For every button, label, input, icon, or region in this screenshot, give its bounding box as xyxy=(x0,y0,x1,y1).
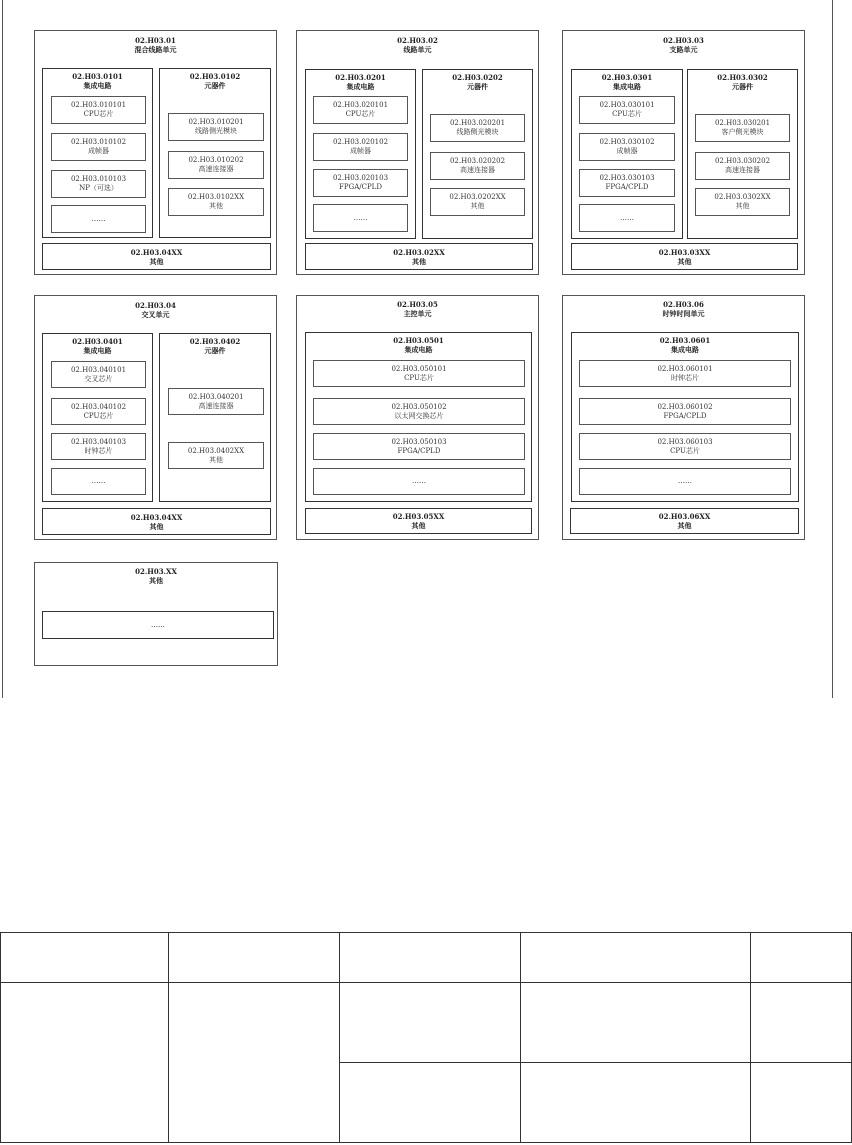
table-row xyxy=(1,983,852,1063)
group-code: 02.H03.0301 xyxy=(601,73,653,82)
group-name: 元器件 xyxy=(204,346,226,355)
leaf-item: 02.H03.0402XX 其他 xyxy=(168,442,264,469)
leaf-item: 02.H03.0202XX 其他 xyxy=(430,188,525,216)
unit-name: 支路单元 xyxy=(669,45,698,54)
table-cell xyxy=(339,1063,521,1143)
leaf-item: 02.H03.020201 线路侧光模块 xyxy=(430,114,525,142)
other-code: 02.H03.04XX xyxy=(130,512,183,522)
leaf-item-ellipsis: …… xyxy=(579,204,675,232)
unit-other-box xyxy=(570,508,799,534)
group-name: 集成电路 xyxy=(404,345,433,354)
group-code: 02.H03.0101 xyxy=(72,72,123,81)
leaf-item: 02.H03.010202 高速连接器 xyxy=(168,151,264,179)
bottom-table xyxy=(0,932,852,1143)
group-name: 集成电路 xyxy=(346,82,375,91)
unit-code: 02.H03.02 xyxy=(397,36,438,45)
leaf-item: 02.H03.060103 CPU芯片 xyxy=(579,433,791,460)
leaf-item: 02.H03.050103 FPGA/CPLD xyxy=(313,433,525,460)
leaf-item: 02.H03.010101 CPU芯片 xyxy=(51,96,146,124)
leaf-item-ellipsis: …… xyxy=(51,468,146,495)
group-box-ic xyxy=(305,332,532,502)
other-name: 其他 xyxy=(149,521,164,531)
unit-box-other xyxy=(34,562,278,666)
unit-code: 02.H03.01 xyxy=(135,36,176,45)
group-name: 元器件 xyxy=(467,82,488,91)
unit-name: 其他 xyxy=(149,576,163,585)
unit-name: 混合线路单元 xyxy=(134,45,177,54)
group-code: 02.H03.0402 xyxy=(189,337,241,346)
table-cell xyxy=(339,933,521,983)
group-code: 02.H03.0501 xyxy=(393,336,444,345)
table-cell xyxy=(521,1063,751,1143)
unit-code: 02.H03.XX xyxy=(135,567,177,576)
group-box-ic xyxy=(305,69,416,239)
leaf-item: 02.H03.010102 成帧器 xyxy=(51,133,146,161)
unit-other-box xyxy=(42,508,271,535)
leaf-item: 02.H03.040102 CPU芯片 xyxy=(51,398,146,425)
table-cell xyxy=(168,983,339,1143)
unit-box-02 xyxy=(296,30,539,275)
group-box-components xyxy=(159,333,271,502)
page-frame-right xyxy=(832,0,833,698)
unit-code: 02.H03.06 xyxy=(663,300,704,309)
leaf-item: 02.H03.030103 FPGA/CPLD xyxy=(579,169,675,197)
other-name: 其他 xyxy=(411,521,426,530)
leaf-item: 02.H03.010103 NP（可选） xyxy=(51,170,146,198)
group-code: 02.H03.0601 xyxy=(659,336,711,345)
table-row xyxy=(1,933,852,983)
table-cell xyxy=(1,933,169,983)
leaf-item: 02.H03.060102 FPGA/CPLD xyxy=(579,398,791,425)
group-box-components xyxy=(687,69,798,239)
other-code: 02.H03.04XX xyxy=(130,247,183,257)
group-box-ic xyxy=(42,333,153,502)
group-code: 02.H03.0202 xyxy=(452,73,503,82)
leaf-item-ellipsis: …… xyxy=(42,611,274,639)
leaf-item-ellipsis: …… xyxy=(579,468,791,495)
leaf-item: 02.H03.030202 高速连接器 xyxy=(695,152,790,180)
leaf-item: 02.H03.040201 高速连接器 xyxy=(168,388,264,415)
other-name: 其他 xyxy=(149,256,164,266)
unit-box-05 xyxy=(296,295,539,540)
group-name: 集成电路 xyxy=(613,82,641,91)
leaf-item: 02.H03.020202 高速连接器 xyxy=(430,152,525,180)
table-cell xyxy=(751,983,852,1063)
other-name: 其他 xyxy=(677,256,692,266)
table-cell xyxy=(168,933,339,983)
group-name: 集成电路 xyxy=(83,346,112,355)
unit-name: 主控单元 xyxy=(403,309,432,318)
leaf-item: 02.H03.040101 交叉芯片 xyxy=(51,361,146,388)
table-cell xyxy=(751,933,852,983)
unit-other-box xyxy=(305,243,533,270)
group-box-ic xyxy=(571,332,799,502)
leaf-item: 02.H03.060101 时钟芯片 xyxy=(579,360,791,387)
unit-box-04 xyxy=(34,295,277,540)
leaf-item: 02.H03.040103 时钟芯片 xyxy=(51,433,146,460)
leaf-item-ellipsis: …… xyxy=(51,205,146,233)
group-code: 02.H03.0102 xyxy=(189,72,241,81)
other-name: 其他 xyxy=(412,256,426,266)
unit-name: 交叉单元 xyxy=(141,310,170,319)
unit-other-box xyxy=(42,243,271,270)
unit-other-box xyxy=(571,243,798,270)
table-cell xyxy=(521,933,751,983)
table-cell xyxy=(339,983,521,1063)
unit-box-03 xyxy=(562,30,805,275)
leaf-item: 02.H03.020102 成帧器 xyxy=(313,133,408,161)
group-box-ic xyxy=(571,69,683,239)
table-cell xyxy=(1,983,169,1143)
leaf-item: 02.H03.0102XX 其他 xyxy=(168,188,264,216)
unit-name: 时钟时间单元 xyxy=(662,309,705,318)
group-name: 元器件 xyxy=(204,81,226,90)
other-code: 02.H03.03XX xyxy=(658,247,711,257)
leaf-item: 02.H03.050101 CPU芯片 xyxy=(313,360,525,387)
unit-code: 02.H03.04 xyxy=(135,301,176,310)
group-code: 02.H03.0201 xyxy=(335,73,386,82)
unit-box-06 xyxy=(562,295,805,540)
group-box-ic xyxy=(42,68,153,238)
leaf-item: 02.H03.030101 CPU芯片 xyxy=(579,96,675,124)
leaf-item: 02.H03.030102 成帧器 xyxy=(579,133,675,161)
leaf-item: 02.H03.020103 FPGA/CPLD xyxy=(313,169,408,197)
group-code: 02.H03.0401 xyxy=(72,337,123,346)
unit-code: 02.H03.05 xyxy=(397,300,438,309)
table-cell xyxy=(751,1063,852,1143)
leaf-item: 02.H03.050102 以太网交换芯片 xyxy=(313,398,525,425)
group-box-components xyxy=(422,69,533,239)
unit-code: 02.H03.03 xyxy=(663,36,704,45)
other-name: 其他 xyxy=(677,521,692,530)
other-code: 02.H03.06XX xyxy=(658,512,711,521)
other-code: 02.H03.02XX xyxy=(393,247,445,257)
leaf-item: 02.H03.010201 线路侧光模块 xyxy=(168,113,264,141)
unit-other-box xyxy=(305,508,532,534)
group-code: 02.H03.0302 xyxy=(717,73,768,82)
leaf-item-ellipsis: …… xyxy=(313,204,408,232)
leaf-item: 02.H03.030201 客户侧光模块 xyxy=(695,114,790,142)
table-cell xyxy=(521,983,751,1063)
other-code: 02.H03.05XX xyxy=(392,512,445,521)
group-box-components xyxy=(159,68,271,238)
unit-name: 线路单元 xyxy=(403,45,432,54)
leaf-item-ellipsis: …… xyxy=(313,468,525,495)
group-name: 集成电路 xyxy=(83,81,112,90)
unit-box-01 xyxy=(34,30,277,275)
leaf-item: 02.H03.0302XX 其他 xyxy=(695,188,790,216)
group-name: 元器件 xyxy=(732,82,753,91)
leaf-item: 02.H03.020101 CPU芯片 xyxy=(313,96,408,124)
group-name: 集成电路 xyxy=(671,345,699,354)
page-frame-left xyxy=(2,0,3,698)
